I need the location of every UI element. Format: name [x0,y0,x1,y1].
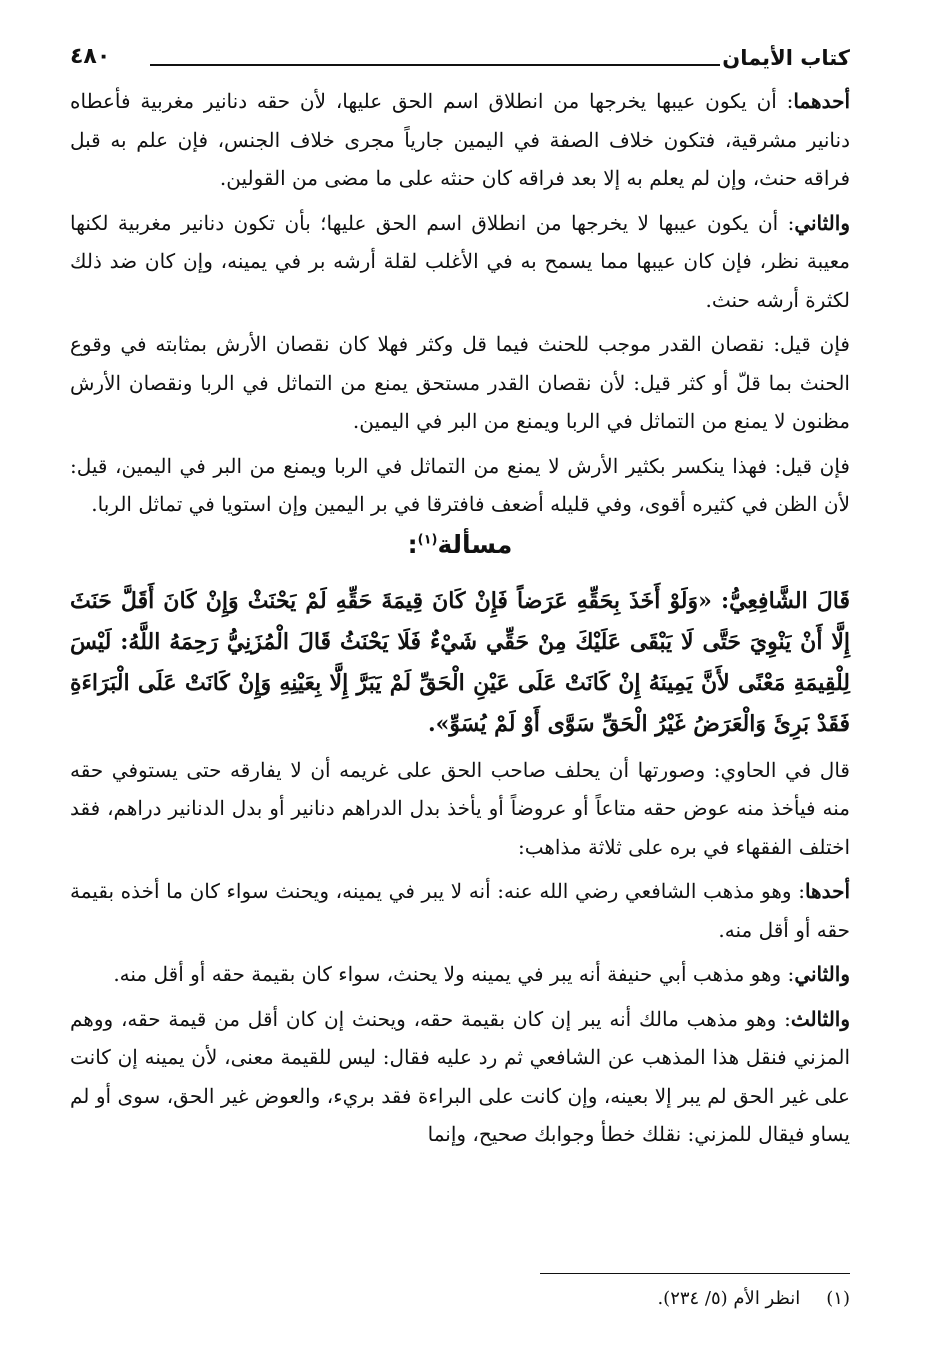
header-rule [150,64,720,66]
paragraph-text: قال في الحاوي: وصورتها أن يحلف صاحب الحق على غريمه أن لا يفارقه حتى يستوفي حقه منه فيأخذ منه عوض حقه متاعاً أو عروضاً أو يأخذ بدل الدراهم دنانير أو بدل الدنانير دراهم، فقد اختلف الفقهاء في بره على ثلاثة مذاهب: [70,757,850,859]
page-number: ٤٨٠ [70,44,111,69]
footnote-rule [540,1273,850,1274]
paragraph-text: : أن يكون عيبها يخرجها من انطلاق اسم الحق عليها، لأن حقه دنانير مغربية فأعطاه دنانير مشرقية، فتكون خلاف الصفة في اليمين جارياً مجرى خلاف الجنس، فإن علم به قبل فراقه حنث، وإن لم يعلم به إلا بعد فراقه كان حنثه على ما مضى من القولين. [70,89,850,190]
paragraph [70,447,850,524]
paragraph [70,204,850,320]
paragraph-text: فإن قيل: نقصان القدر موجب للحنث فيما قل وكثر فهلا كان نقصان الأرش بمثابته في وقوع الحنث بما قلّ أو كثر قيل: لأن نقصان القدر مستحق يمنع من التماثل في الربا ونقصان الأرش مظنون لا يمنع من التماثل في الربا ويمنع من البر في اليمين. [70,332,850,433]
section-heading-text: مسألة [437,529,513,559]
paragraph-text: فإن قيل: فهذا ينكسر بكثير الأرش لا يمنع من التماثل في الربا ويمنع من البر في اليمين، قيل: لأن الظن في كثيره أقوى، وفي قليله أضعف فافترقا في بر اليمين وإن استويا في تماثل الربا. [70,453,850,516]
paragraph-text: : وهو مذهب الشافعي رضي الله عنه: أنه لا يبر في يمينه، ويحنث سواء كان ما أخذه بقيمة حقه أو أقل منه. [70,879,850,942]
footnote-marker: (١) [417,532,438,548]
book-page [70,30,850,1350]
paragraph [70,82,850,198]
running-header [70,30,850,82]
bottom-text-block [70,751,850,1154]
paragraph [70,1000,850,1154]
quoted-text: قَالَ الشَّافِعِيُّ: «وَلَوْ أَخَذَ بِحَقِّهِ عَرَضاً فَإِنْ كَانَ قِيمَةَ حَقِّهِ لَمْ يَحْنَثْ وَإِنْ كَانَ أَقَلَّ حَنَثَ إِلَّا أَنْ يَنْوِيَ حَتَّى لَا يَبْقَى عَلَيْكَ مِنْ حَقِّي شَيْءٌ فَلَا يَحْنَثُ قَالَ الْمُزَنِيُّ رَحِمَهُ اللَّهُ: لَيْسَ لِلْقِيمَةِ مَعْنًى لأَنَّ يَمِينَهُ إِنْ كَانَتْ عَلَى عَيْنِ الْحَقِّ لَمْ يَبَرَّ إِلَّا بِعَيْنِهِ وَإِنْ كَانَتْ عَلَى الْبَرَاءَةِ فَقَدْ بَرِئَ وَالْعَرَضُ غَيْرُ الْحَقِّ سَوَّى أَوْ لَمْ يُسَوِّ». [70,587,850,737]
paragraph [70,955,850,994]
footnote-text: انظر الأم (٥/ ٢٣٤). [657,1288,801,1309]
section-heading-colon: : [407,529,418,559]
section-heading [70,530,850,559]
paragraph-text: : وهو مذهب مالك أنه يبر إن كان بقيمة حقه، ويحنث إن كان أقل من قيمة حقه، ووهم المزني فنقل هذا المذهب عن الشافعي ثم رد عليه فقال: ليس للقيمة معنى، لأن يمينه إن كانت على غير الحق لم يبر إلا بعينه، وإن كانت على البراءة فقد بريء، والعوض غير الحق، سوى أو لم يساو فيقال للمزني: نقلك خطأ وجوابك صحيح، وإنما [70,1006,850,1146]
paragraph-lead: أحدهما [793,89,850,113]
top-text-block [70,82,850,524]
paragraph [70,872,850,949]
chapter-title: كتاب الأيمان [722,46,850,70]
paragraph-text: : أن يكون عيبها لا يخرجها من انطلاق اسم الحق عليها؛ بأن تكون دنانير مغربية لكنها معيبة نظر، فإن كان عيبها مما يسمح به في الأغلب لقلة أرشه بر في يمينه، وإن كان ضد ذلك لكثرة أرشه حنث. [70,210,850,312]
paragraph-lead: والثاني [794,210,850,235]
paragraph-lead: والثاني [794,962,850,986]
paragraph [70,751,850,867]
footnote [657,1288,850,1309]
paragraph-text: : وهو مذهب أبي حنيفة أنه يبر في يمينه ولا يحنث، سواء كان بقيمة حقه أو أقل منه. [113,962,795,986]
paragraph-lead: والثالث [790,1006,850,1031]
paragraph-lead: أحدها [804,879,850,903]
footnote-number: (١) [826,1288,850,1309]
paragraph [70,325,850,441]
